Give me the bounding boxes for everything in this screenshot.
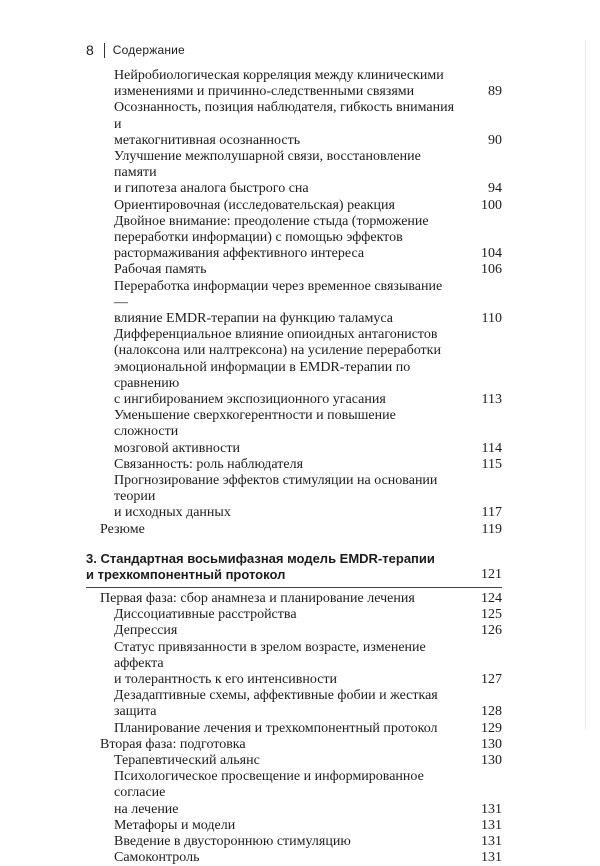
toc-entry xyxy=(86,753,502,769)
toc-entry xyxy=(86,688,502,720)
toc-entry-line: изменениями и причинно-следственными связями xyxy=(114,84,415,100)
toc-page-number: 94 xyxy=(488,181,502,197)
toc-page-number: 119 xyxy=(481,521,502,537)
toc-entry-line: Двойное внимание: преодоление стыда (торможение xyxy=(114,213,429,229)
toc-entry-line: Самоконтроль xyxy=(114,850,200,866)
toc-page-number: 129 xyxy=(481,720,502,736)
toc-entry-title xyxy=(100,591,502,607)
toc-entry xyxy=(86,262,502,278)
toc-entry-line: 3. Стандартная восьмифазная модель EMDR-терапии xyxy=(86,550,435,566)
toc-entry-line: Нейробиологическая корреляция между клиническими xyxy=(114,68,444,83)
toc-entry xyxy=(86,850,502,866)
toc-entry xyxy=(86,408,502,457)
toc-entry-line: переработки информации) с помощью эффектов xyxy=(114,230,403,246)
toc-entry xyxy=(86,100,502,149)
table-of-contents xyxy=(86,68,502,866)
toc-entry-line: Связанность: роль наблюдателя xyxy=(114,456,304,472)
toc-entry-line: Переработка информации через временное связывание — xyxy=(114,278,443,310)
running-header-title: Содержание xyxy=(112,43,185,57)
toc-entry xyxy=(86,68,502,100)
toc-entry-title xyxy=(114,623,502,639)
toc-entry xyxy=(86,457,502,473)
header-divider xyxy=(104,43,105,58)
toc-entry-line: Психологическое просвещение и информированное согласие xyxy=(114,769,424,801)
toc-entry xyxy=(86,198,502,214)
toc-entry-line: Вторая фаза: подготовка xyxy=(100,736,246,752)
toc-entry xyxy=(86,591,502,607)
toc-entry-line: Уменьшение сверхкогерентности и повышение сложности xyxy=(114,408,396,440)
toc-entry xyxy=(86,737,502,753)
toc-page-number: 131 xyxy=(481,850,502,866)
toc-entry-line: и гипотеза аналога быстрого сна xyxy=(114,181,309,197)
toc-entry-line: с ингибированием экспозиционного угасания xyxy=(114,392,386,408)
toc-entry xyxy=(86,834,502,850)
toc-page-number: 110 xyxy=(481,311,502,327)
toc-page-number: 104 xyxy=(481,246,502,262)
toc-page-number: 117 xyxy=(481,505,502,521)
toc-entry-title xyxy=(114,149,502,198)
toc-entry-line: Ориентировочная (исследовательская) реакция xyxy=(114,197,395,213)
toc-entry-line: Рабочая память xyxy=(114,262,207,278)
toc-entry-title xyxy=(114,214,502,263)
toc-entry-line: влияние EMDR-терапии на функцию таламуса xyxy=(114,311,393,327)
toc-entry-line: метакогнитивная осознанность xyxy=(114,132,301,148)
toc-entry xyxy=(86,607,502,623)
toc-entry xyxy=(86,473,502,522)
toc-entry-line: Дезадаптивные схемы, аффективные фобии и жесткая защита xyxy=(114,688,438,720)
toc-page-number: 89 xyxy=(488,84,502,100)
toc-page-number: 106 xyxy=(481,262,502,278)
toc-entry-title xyxy=(100,737,502,753)
toc-entry-title xyxy=(114,327,502,408)
toc-entry-line: эмоциональной информации в EMDR-терапии по сравнению xyxy=(114,359,411,391)
toc-entry-line: Введение в двустороннюю стимуляцию xyxy=(114,833,351,849)
toc-entry-title xyxy=(114,640,502,689)
toc-entry-line: Диссоциативные расстройства xyxy=(114,607,297,623)
toc-page-number: 126 xyxy=(481,623,502,639)
toc-entry xyxy=(86,522,502,538)
toc-entry-title xyxy=(114,457,502,473)
toc-entry-title xyxy=(114,473,502,522)
toc-entry xyxy=(86,327,502,408)
toc-entry xyxy=(86,818,502,834)
toc-entry-title xyxy=(100,522,502,538)
toc-entry-line: на лечение xyxy=(114,801,179,817)
toc-entry-line: Осознанность, позиция наблюдателя, гибкость внимания и xyxy=(114,100,455,132)
toc-entry xyxy=(86,149,502,198)
page-number: 8 xyxy=(86,42,94,58)
toc-page-number: 113 xyxy=(481,392,502,408)
toc-page-number: 90 xyxy=(488,132,502,148)
toc-entry-line: и толерантность к его интенсивности xyxy=(114,671,338,687)
toc-entry-line: и трехкомпонентный протокол xyxy=(86,566,286,582)
toc-entry-line: Прогнозирование эффектов стимуляции на основании теории xyxy=(114,473,438,505)
toc-entry-title xyxy=(114,834,502,850)
toc-page-number: 114 xyxy=(481,440,502,456)
page-edge-rule xyxy=(585,40,586,730)
toc-entry xyxy=(86,721,502,737)
toc-entry-line: Улучшение межполушарной связи, восстановление памяти xyxy=(114,149,421,181)
toc-entry-line: Первая фаза: сбор анамнеза и планирование лечения xyxy=(100,590,415,606)
toc-entry-line: Дифференциальное влияние опиоидных антагонистов xyxy=(114,327,438,343)
toc-page-number: 127 xyxy=(481,671,502,687)
toc-entry-line: растормаживания аффективного интереса xyxy=(114,246,365,262)
toc-entry-title xyxy=(114,607,502,623)
toc-page-number: 131 xyxy=(481,817,502,833)
toc-page-number: 128 xyxy=(481,704,502,720)
toc-entry xyxy=(86,214,502,263)
toc-chapter-heading xyxy=(86,551,502,588)
toc-entry-title xyxy=(114,198,502,214)
toc-entry-line: Резюме xyxy=(100,521,145,537)
toc-entry-line: мозговой активности xyxy=(114,440,241,456)
toc-page-number: 124 xyxy=(481,590,502,606)
toc-entry-line: Планирование лечения и трехкомпонентный протокол xyxy=(114,720,438,736)
toc-entry-title xyxy=(86,551,502,583)
toc-entry-title xyxy=(114,408,502,457)
toc-page-number: 131 xyxy=(481,833,502,849)
page-header xyxy=(86,42,185,58)
toc-entry-line: Статус привязанности в зрелом возрасте, изменение аффекта xyxy=(114,639,426,671)
toc-entry-title xyxy=(114,850,502,866)
toc-entry-title xyxy=(114,688,502,720)
toc-page-number: 125 xyxy=(481,607,502,623)
toc-entry xyxy=(86,623,502,639)
toc-entry-title xyxy=(114,68,502,100)
toc-page-number: 121 xyxy=(481,566,502,582)
toc-page-number: 131 xyxy=(481,801,502,817)
toc-page-number: 115 xyxy=(481,456,502,472)
toc-entry-line: (налоксона или налтрексона) на усиление переработки xyxy=(114,343,441,359)
toc-page-number: 100 xyxy=(481,197,502,213)
toc-page-number: 130 xyxy=(481,752,502,768)
toc-entry-title xyxy=(114,721,502,737)
toc-entry xyxy=(86,279,502,328)
toc-entry-title xyxy=(114,753,502,769)
toc-entry-line: и исходных данных xyxy=(114,505,231,521)
toc-entry-title xyxy=(114,818,502,834)
toc-page-number: 130 xyxy=(481,736,502,752)
toc-entry-line: Терапевтический альянс xyxy=(114,752,260,768)
toc-entry-title xyxy=(114,100,502,149)
toc-entry-title xyxy=(114,262,502,278)
toc-entry xyxy=(86,640,502,689)
toc-entry-line: Депрессия xyxy=(114,623,178,639)
toc-entry-title xyxy=(114,279,502,328)
toc-entry xyxy=(86,769,502,818)
toc-entry-line: Метафоры и модели xyxy=(114,817,236,833)
toc-entry-title xyxy=(114,769,502,818)
